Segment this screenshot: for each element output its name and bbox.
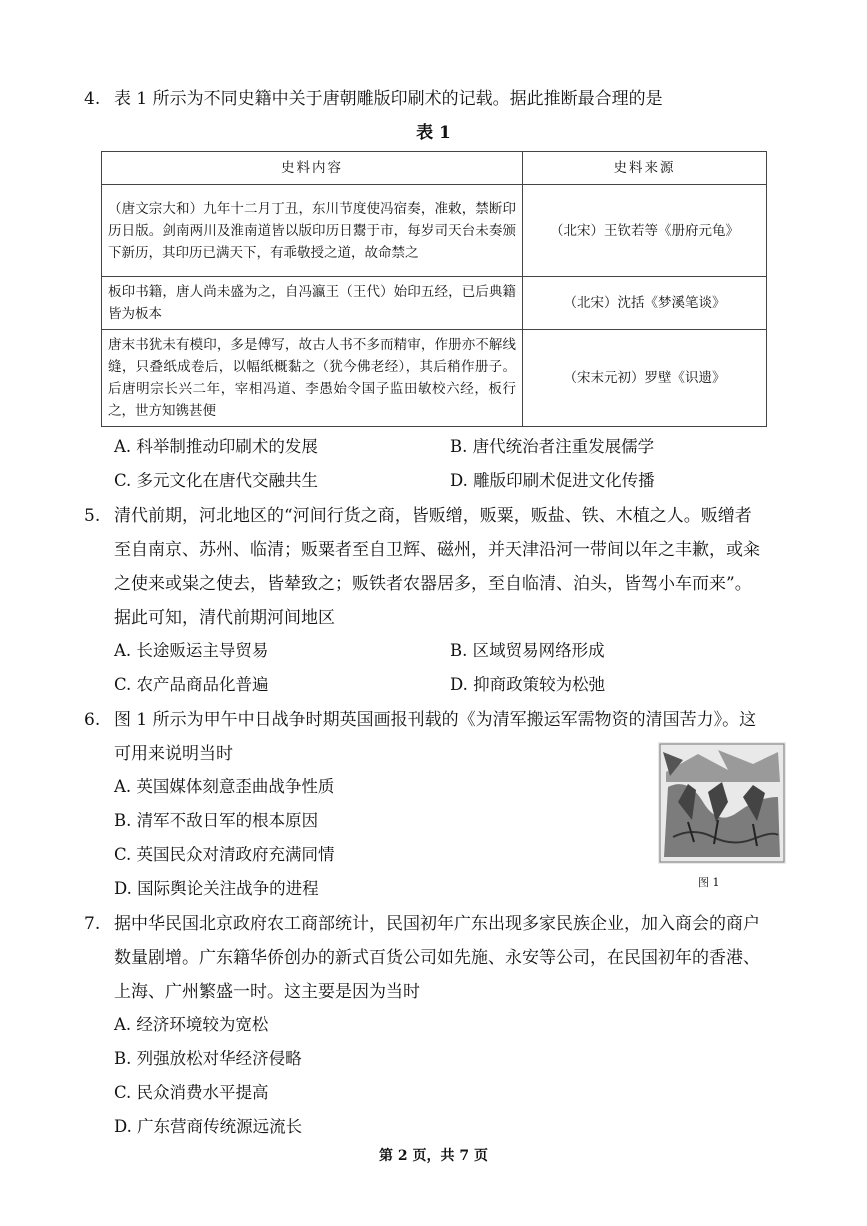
q7-option-d[interactable]: D. 广东营商传统源远流长 — [114, 1117, 303, 1136]
q4-option-c[interactable]: C. 多元文化在唐代交融共生 — [114, 471, 319, 490]
q4-option-a[interactable]: A. 科举制推动印刷术的发展 — [114, 437, 318, 456]
table-row — [102, 277, 767, 330]
q6-text-1: 图 1 所示为甲午中日战争时期英国画报刊载的《为清军搬运军需物资的清国苦力》。这 — [114, 710, 757, 730]
q5-text-1: 清代前期，河北地区的“河间行货之商，皆贩缯，贩粟，贩盐、铁、木植之人。贩缯者 — [114, 506, 752, 526]
table-row — [102, 185, 767, 277]
table-header-content: 史料内容 — [102, 152, 523, 185]
q5-number: 5. — [84, 506, 101, 526]
q6-option-b[interactable]: B. 清军不敌日军的根本原因 — [114, 811, 319, 830]
q7-line-2: 数量剧增。广东籍华侨创办的新式百货公司如先施、永安等公司，在民国初年的香港、 — [114, 948, 760, 968]
q5-option-c[interactable]: C. 农产品商品化普遍 — [114, 675, 269, 694]
q5-line-4: 据此可知，清代前期河间地区 — [114, 608, 335, 628]
table-row — [102, 330, 767, 427]
q5-line-3: 之使来或粜之使去，皆辇致之；贩铁者农器居多，至自临清、泊头，皆驾小车而来”。 — [114, 574, 752, 594]
q6-number: 6. — [84, 710, 101, 730]
q7-number: 7. — [84, 914, 101, 934]
q7-option-a[interactable]: A. 经济环境较为宽松 — [114, 1015, 269, 1034]
q7-text-1: 据中华民国北京政府农工商部统计，民国初年广东出现多家民族企业，加入商会的商户 — [114, 914, 760, 934]
q4-number: 4. — [84, 89, 101, 109]
q4-option-d[interactable]: D. 雕版印刷术促进文化传播 — [450, 471, 655, 490]
q6-option-d[interactable]: D. 国际舆论关注战争的进程 — [114, 879, 319, 898]
table-cell-content: （唐文宗大和）九年十二月丁丑，东川节度使冯宿奏，准敕，禁断印历日版。剑南两川及淮南道皆以版印历日鬻于市，每岁司天台未奏颁下新历，其印历已满天下，有乖敬授之道，故命禁之 — [102, 185, 523, 277]
table-cell-source: （北宋）沈括《梦溪笔谈》 — [523, 277, 767, 330]
q5-option-a[interactable]: A. 长途贩运主导贸易 — [114, 641, 269, 660]
q4-stem-text: 表 1 所示为不同史籍中关于唐朝雕版印刷术的记载。据此推断最合理的是 — [114, 89, 663, 109]
q4-stem — [84, 84, 663, 109]
q5-line-1 — [84, 501, 752, 526]
q4-option-b[interactable]: B. 唐代统治者注重发展儒学 — [450, 437, 655, 456]
source-table — [101, 151, 767, 427]
q6-option-a[interactable]: A. 英国媒体刻意歪曲战争性质 — [114, 777, 335, 796]
q7-line-3: 上海、广州繁盛一时。这主要是因为当时 — [114, 982, 420, 1002]
q5-option-d[interactable]: D. 抑商政策较为松弛 — [450, 675, 606, 694]
q6-line-1 — [84, 705, 756, 730]
q7-line-1 — [84, 909, 760, 934]
table-header-source: 史料来源 — [523, 152, 767, 185]
table-cell-content: 唐末书犹未有模印，多是傅写，故古人书不多而精审，作册亦不解线缝，只叠纸成卷后，以幅纸概黏之（犹今佛老经），其后稍作册子。后唐明宗长兴二年，宰相冯道、李愚始令国子监田敏校六经，板行之，世方知镌甚便 — [102, 330, 523, 427]
figure-caption: 图 1 — [698, 876, 720, 889]
table-title: 表 1 — [416, 123, 451, 143]
q7-option-c[interactable]: C. 民众消费水平提高 — [114, 1083, 269, 1102]
q7-option-b[interactable]: B. 列强放松对华经济侵略 — [114, 1049, 302, 1068]
q5-option-b[interactable]: B. 区域贸易网络形成 — [450, 641, 605, 660]
q6-option-c[interactable]: C. 英国民众对清政府充满同情 — [114, 845, 335, 864]
page-footer: 第 2 页，共 7 页 — [379, 1148, 488, 1164]
table-header-row — [102, 152, 767, 185]
table-cell-content: 板印书籍，唐人尚未盛为之，自冯瀛王（王代）始印五经，已后典籍皆为板本 — [102, 277, 523, 330]
engraving-illustration — [658, 742, 786, 864]
table-cell-source: （宋末元初）罗壁《识遗》 — [523, 330, 767, 427]
q5-line-2: 至自南京、苏州、临清；贩粟者至自卫辉、磁州，并天津沿河一带间以年之丰歉，或籴 — [114, 540, 760, 560]
table-cell-source: （北宋）王钦若等《册府元龟》 — [523, 185, 767, 277]
q6-line-2: 可用来说明当时 — [114, 744, 233, 764]
